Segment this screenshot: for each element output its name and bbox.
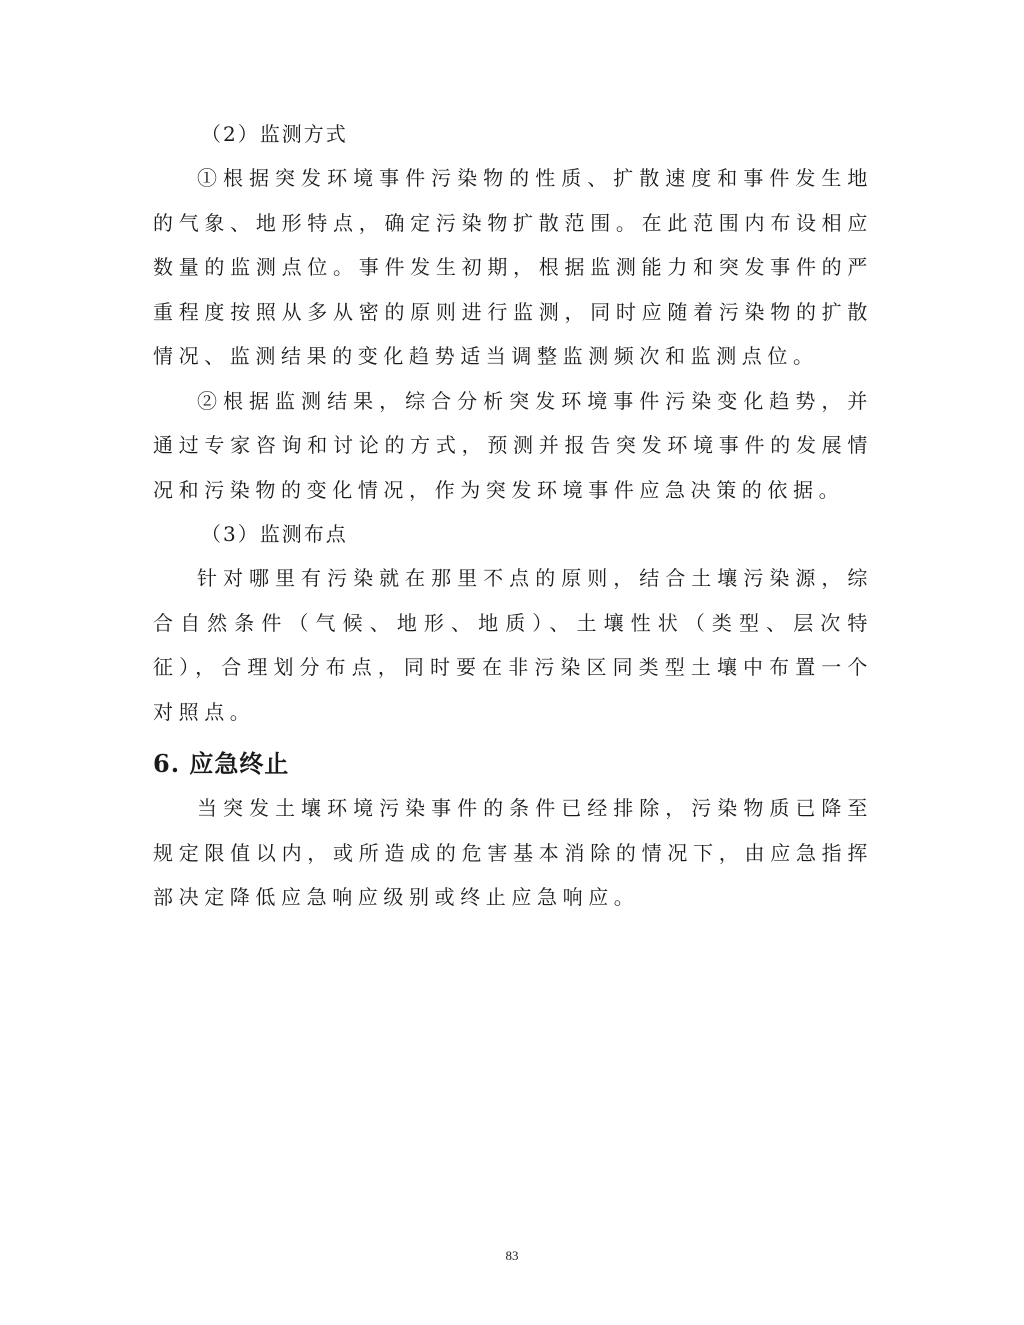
paragraph-monitoring-method-1: ①根据突发环境事件污染物的性质、扩散速度和事件发生地的气象、地形特点，确定污染物扩散范围。在此范围内布设相应数量的监测点位。事件发生初期，根据监测能力和突发事件的严重程度按照从多从密的原则进行监测，同时应随着污染物的扩散情况、监测结果的变化趋势适当调整监测频次和监测点位。: [153, 166, 873, 368]
paragraph-monitoring-points: 针对哪里有污染就在那里不点的原则，结合土壤污染源，综合自然条件（气候、地形、地质）、土壤性状（类型、层次特征），合理划分布点，同时要在非污染区同类型土壤中布置一个对照点。: [153, 566, 873, 724]
paragraph-monitoring-method-2: ②根据监测结果，综合分析突发环境事件污染变化趋势，并通过专家咨询和讨论的方式，预测并报告突发环境事件的发展情况和污染物的变化情况，作为突发环境事件应急决策的依据。: [153, 388, 873, 502]
page-number: 83: [505, 1248, 519, 1263]
subheading-monitoring-points: （3）监测布点: [201, 522, 348, 546]
subheading-monitoring-method: （2）监测方式: [201, 122, 348, 146]
page-content: [153, 112, 873, 920]
section-heading-emergency-termination: 6. 应急终止: [153, 749, 290, 778]
paragraph-emergency-termination: 当突发土壤环境污染事件的条件已经排除，污染物质已降至规定限值以内，或所造成的危害基本消除的情况下，由应急指挥部决定降低应急响应级别或终止应急响应。: [153, 796, 873, 909]
